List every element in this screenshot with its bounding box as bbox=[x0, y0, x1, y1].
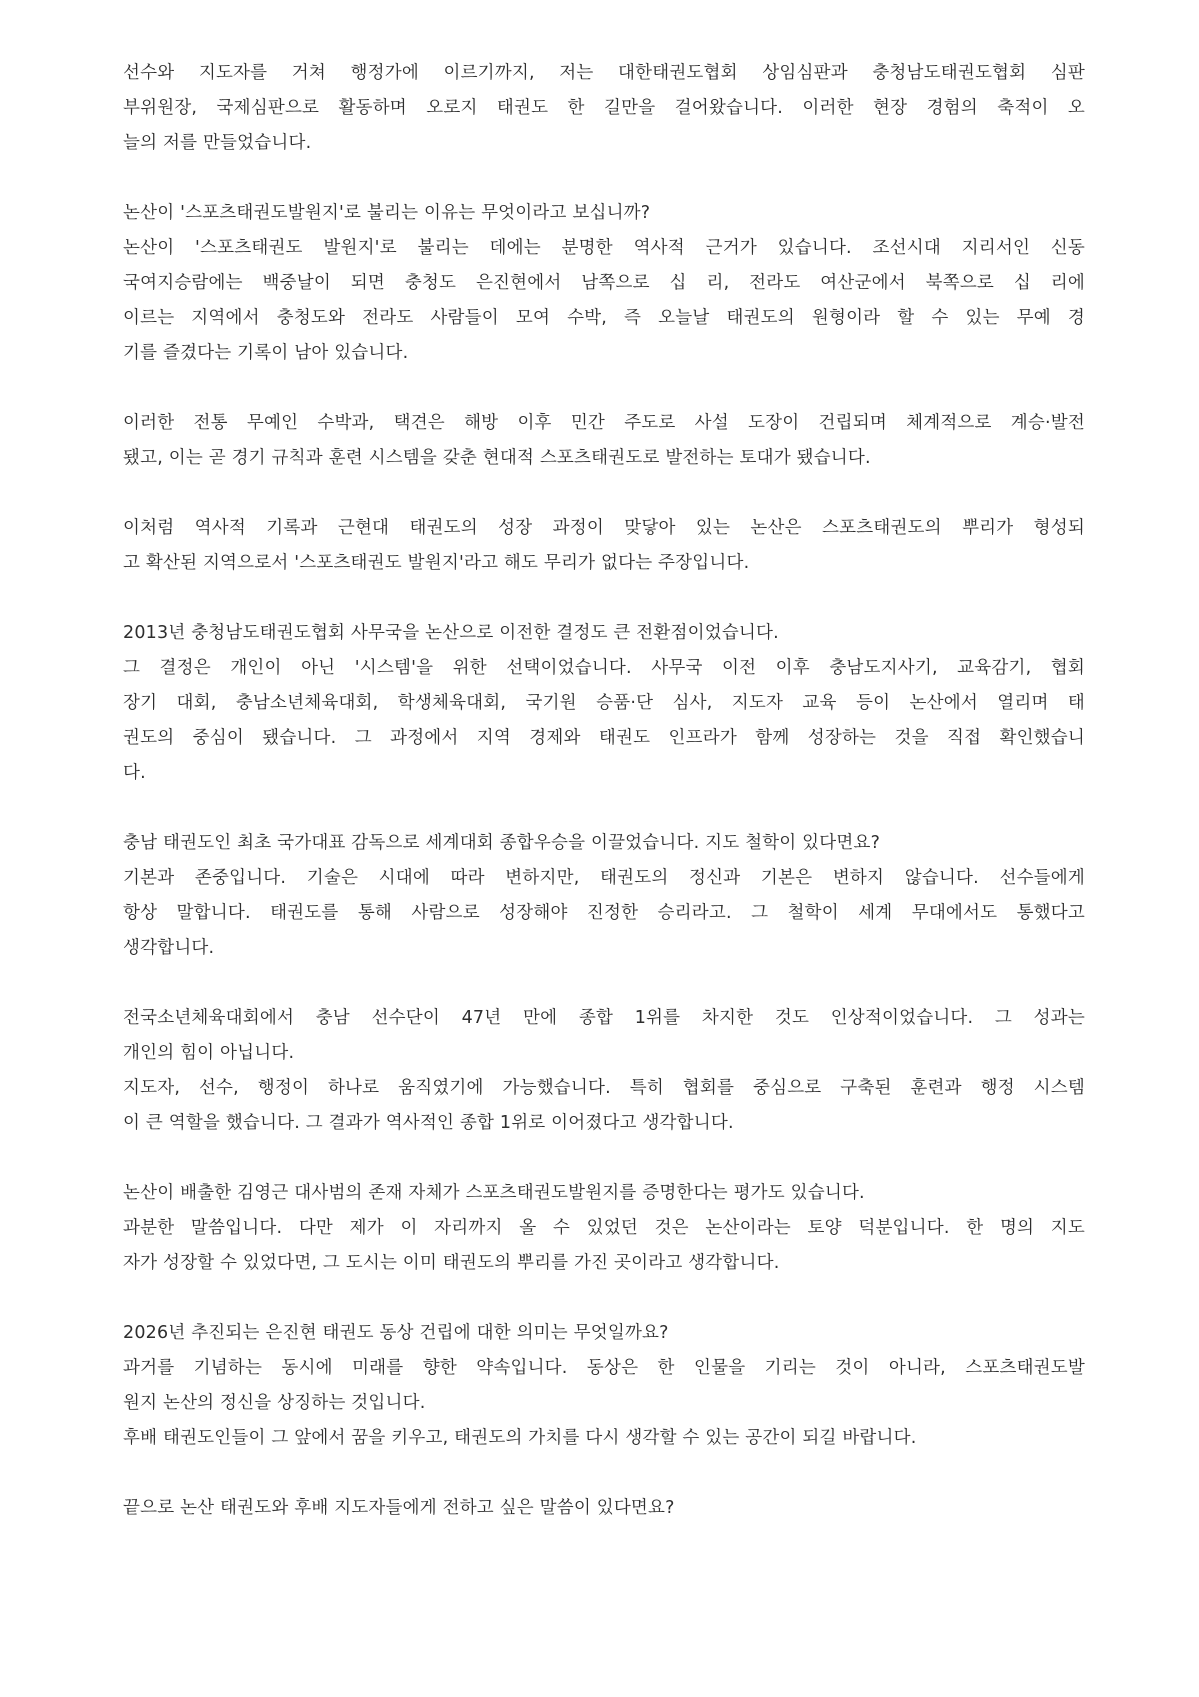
text-line: 개인의 힘이 아닙니다. bbox=[123, 1043, 295, 1063]
text-line: 과거를 기념하는 동시에 미래를 향한 약속입니다. 동상은 한 인물을 기리는 것이 아니라, 스포츠태권도발 bbox=[123, 1358, 1085, 1378]
text-line: 권도의 중심이 됐습니다. 그 과정에서 지역 경제와 태권도 인프라가 함께 성장하는 것을 직접 확인했습니 bbox=[123, 728, 1085, 748]
question-line: 논산이 '스포츠태권도발원지'로 불리는 이유는 무엇이라고 보십니까? bbox=[123, 203, 651, 223]
paragraph-origin-claim bbox=[123, 511, 1085, 581]
question-line: 충남 태권도인 최초 국가대표 감독으로 세계대회 종합우승을 이끌었습니다. 지도 철학이 있다면요? bbox=[123, 833, 881, 853]
text-line: 다. bbox=[123, 763, 146, 783]
paragraph-grandmaster bbox=[123, 1176, 1085, 1281]
text-line: 국여지승람에는 백중날이 되면 충청도 은진현에서 남쪽으로 십 리, 전라도 여산군에서 북쪽으로 십 리에 bbox=[123, 273, 1085, 293]
question-line: 논산이 배출한 김영근 대사범의 존재 자체가 스포츠태권도발원지를 증명한다는 평가도 있습니다. bbox=[123, 1183, 865, 1203]
paragraph-closing-question bbox=[123, 1491, 1085, 1526]
text-line: 이처럼 역사적 기록과 근현대 태권도의 성장 과정이 맞닿아 있는 논산은 스포츠태권도의 뿌리가 형성되 bbox=[123, 518, 1085, 538]
text-line: 장기 대회, 충남소년체육대회, 학생체육대회, 국기원 승품·단 심사, 지도자 교육 등이 논산에서 열리며 태 bbox=[123, 693, 1085, 713]
paragraph-office-relocation bbox=[123, 616, 1085, 791]
text-line: 후배 태권도인들이 그 앞에서 꿈을 키우고, 태권도의 가치를 다시 생각할 수 있는 공간이 되길 바랍니다. bbox=[123, 1428, 917, 1448]
text-line: 부위원장, 국제심판으로 활동하며 오로지 태권도 한 길만을 걸어왔습니다. 이러한 현장 경험의 축적이 오 bbox=[123, 98, 1085, 118]
paragraph-coaching-philosophy bbox=[123, 826, 1085, 966]
text-line: 선수와 지도자를 거쳐 행정가에 이르기까지, 저는 대한태권도협회 상임심판과 충청남도태권도협회 심판 bbox=[123, 63, 1085, 83]
text-line: 논산이 '스포츠태권도 발원지'로 불리는 데에는 분명한 역사적 근거가 있습니다. 조선시대 지리서인 신동 bbox=[123, 238, 1085, 258]
text-line: 기본과 존중입니다. 기술은 시대에 따라 변하지만, 태권도의 정신과 기본은 변하지 않습니다. 선수들에게 bbox=[123, 868, 1085, 888]
question-line: 2013년 충청남도태권도협회 사무국을 논산으로 이전한 결정도 큰 전환점이었습니다. bbox=[123, 623, 779, 643]
text-line: 이러한 전통 무예인 수박과, 택견은 해방 이후 민간 주도로 사설 도장이 건립되며 체계적으로 계승·발전 bbox=[123, 413, 1085, 433]
text-line: 고 확산된 지역으로서 '스포츠태권도 발원지'라고 해도 무리가 없다는 주장입니다. bbox=[123, 553, 750, 573]
document-page bbox=[123, 56, 1085, 1561]
paragraph-origin-question bbox=[123, 196, 1085, 371]
text-line: 기를 즐겼다는 기록이 남아 있습니다. bbox=[123, 343, 409, 363]
text-line: 그 결정은 개인이 아닌 '시스템'을 위한 선택이었습니다. 사무국 이전 이후 충남도지사기, 교육감기, 협회 bbox=[123, 658, 1085, 678]
question-line: 2026년 추진되는 은진현 태권도 동상 건립에 대한 의미는 무엇일까요? bbox=[123, 1323, 669, 1343]
paragraph-tradition bbox=[123, 406, 1085, 476]
text-line: 원지 논산의 정신을 상징하는 것입니다. bbox=[123, 1393, 426, 1413]
text-line: 항상 말합니다. 태권도를 통해 사람으로 성장해야 진정한 승리라고. 그 철학이 세계 무대에서도 통했다고 bbox=[123, 903, 1085, 923]
text-line: 됐고, 이는 곧 경기 규칙과 훈련 시스템을 갖춘 현대적 스포츠태권도로 발전하는 토대가 됐습니다. bbox=[123, 448, 871, 468]
text-line: 늘의 저를 만들었습니다. bbox=[123, 133, 312, 153]
question-line: 끝으로 논산 태권도와 후배 지도자들에게 전하고 싶은 말씀이 있다면요? bbox=[123, 1498, 675, 1518]
paragraph-statue bbox=[123, 1316, 1085, 1456]
text-line: 이르는 지역에서 충청도와 전라도 사람들이 모여 수박, 즉 오늘날 태권도의 원형이라 할 수 있는 무예 경 bbox=[123, 308, 1085, 328]
text-line: 생각합니다. bbox=[123, 938, 215, 958]
paragraph-career-intro bbox=[123, 56, 1085, 161]
text-line: 지도자, 선수, 행정이 하나로 움직였기에 가능했습니다. 특히 협회를 중심으로 구축된 훈련과 행정 시스템 bbox=[123, 1078, 1085, 1098]
question-line: 전국소년체육대회에서 충남 선수단이 47년 만에 종합 1위를 차지한 것도 인상적이었습니다. 그 성과는 bbox=[123, 1008, 1085, 1028]
paragraph-youth-games bbox=[123, 1001, 1085, 1141]
text-line: 이 큰 역할을 했습니다. 그 결과가 역사적인 종합 1위로 이어졌다고 생각합니다. bbox=[123, 1113, 734, 1133]
text-line: 자가 성장할 수 있었다면, 그 도시는 이미 태권도의 뿌리를 가진 곳이라고 생각합니다. bbox=[123, 1253, 780, 1273]
text-line: 과분한 말씀입니다. 다만 제가 이 자리까지 올 수 있었던 것은 논산이라는 토양 덕분입니다. 한 명의 지도 bbox=[123, 1218, 1085, 1238]
